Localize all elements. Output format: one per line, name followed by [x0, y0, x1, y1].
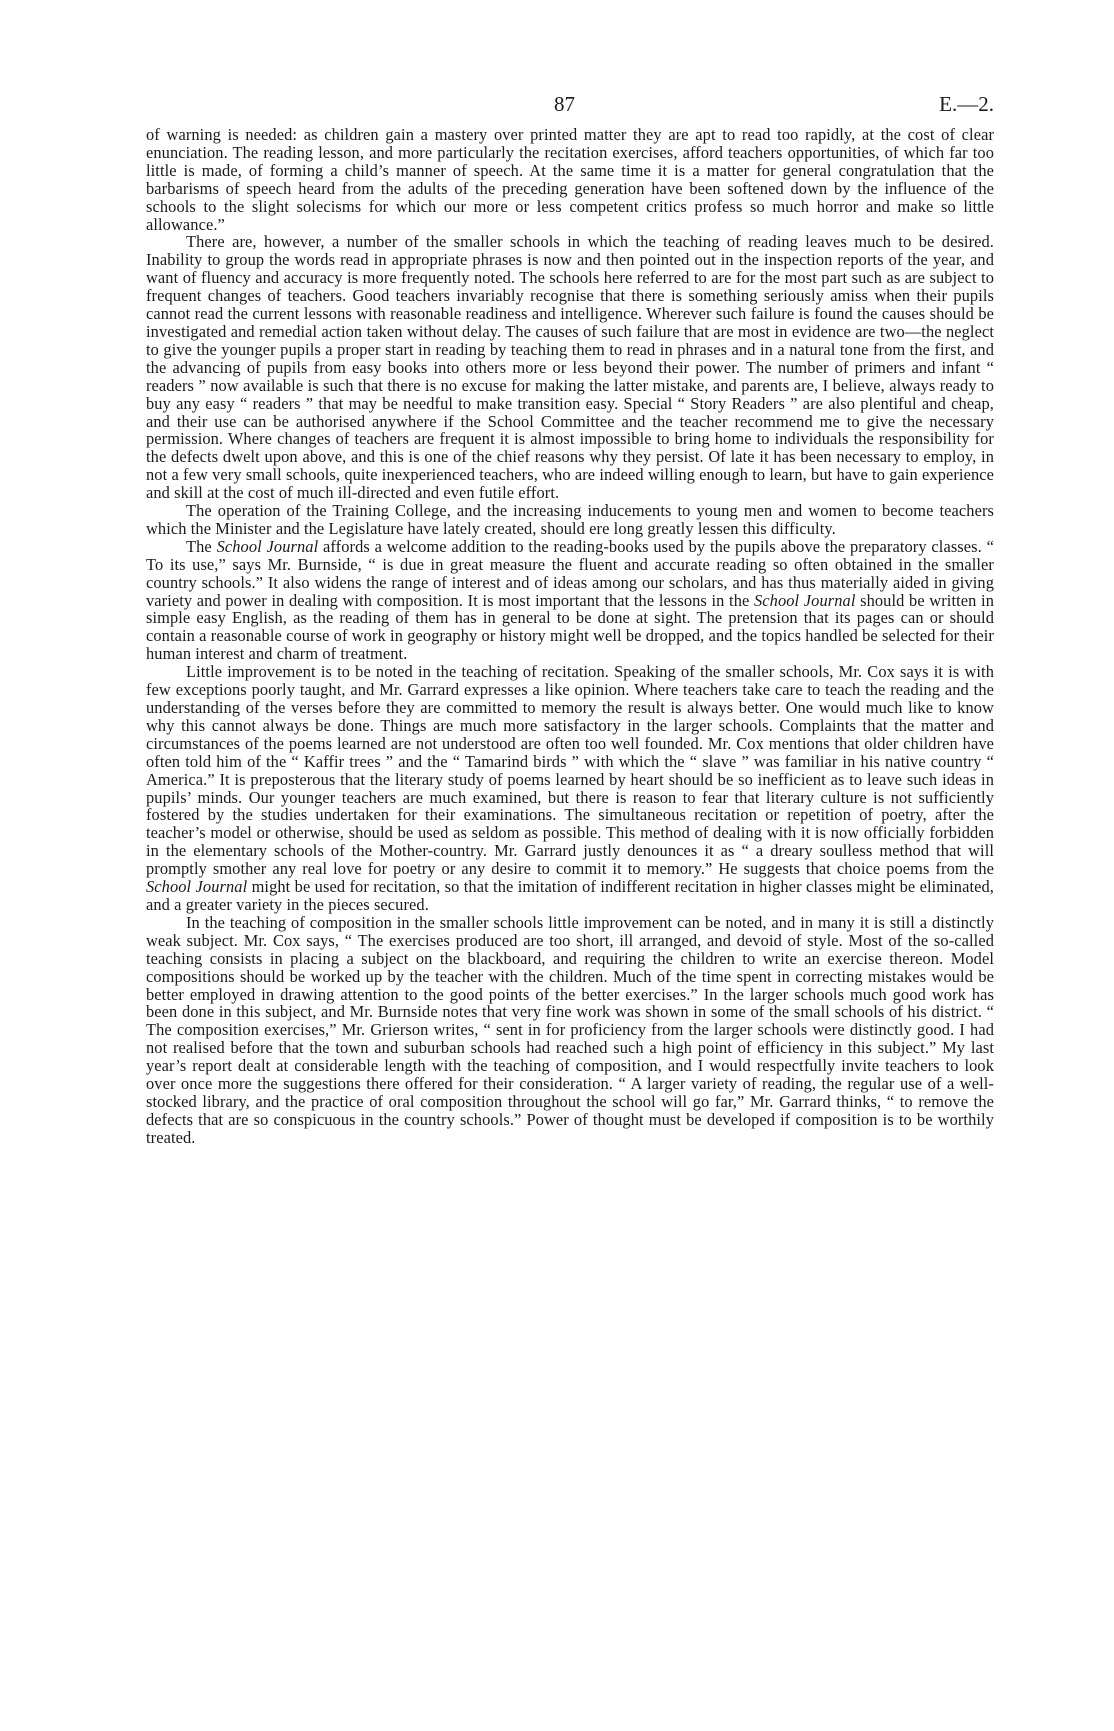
paragraph-text: The operation of the Training College, and the increasing inducements to young men and women to become teachers which the Minister and the Legislature have lately created, should ere long greatly lessen this difficulty.: [146, 501, 994, 538]
paragraph: [146, 538, 994, 663]
paragraph-text: There are, however, a number of the smaller schools in which the teaching of reading leaves much to be desired. Inability to group the words read in appropriate phrases is now and then pointed out in the inspection reports of the year, and want of fluency and accuracy is more frequently noted. The schools here referred to are for the most part such as are subject to frequent changes of teachers. Good teachers invariably recognise that there is something seriously amiss when their pupils cannot read the current lessons with reasonable readiness and intelligence. Wherever such failure is found the causes should be investigated and remedial action taken without delay. The causes of such failure that are most in evidence are two—the neglect to give the younger pupils a proper start in reading by teaching them to read in phrases and in a natural tone from the first, and the advancing of pupils from easy books into others more or less beyond their power. The number of primers and infant “ readers ” now available is such that there is no excuse for making the latter mistake, and parents are, I believe, always ready to buy any easy “ readers ” that may be needful to make transition easy. Special “ Story Readers ” are also plentiful and cheap, and their use can be authorised anywhere if the School Committee and the teacher recommend me to give the necessary permission. Where changes of teachers are frequent it is almost impossible to bring home to individuals the responsibility for the defects dwelt upon above, and this is one of the chief reasons why they persist. Of late it has been necessary to employ, in not a few very small schools, quite inexperienced teachers, who are indeed willing enough to learn, but have to gain experience and skill at the cost of much ill-directed and even futile effort.: [146, 232, 994, 503]
italic-title: School Journal: [753, 590, 856, 610]
paragraph-text: might be used for recitation, so that the imitation of indifferent recitation in higher classes might be eliminated, and a greater variety in the pieces secured.: [146, 877, 994, 914]
document-code: E.—2.: [939, 92, 994, 116]
paragraph-text: affords a welcome addition to the reading-books used by the pupils above the preparatory classes. “ To its use,” says Mr. Burnside, “ is due in great measure the fluent and accurate reading so often obtained in the smaller country schools.” It also widens the range of interest and of ideas among our scholars, and has thus materially aided in giving variety and power in dealing with composition. It is most important that the lessons in the: [146, 536, 994, 610]
paragraph-text: Little improvement is to be noted in the teaching of recitation. Speaking of the smaller schools, Mr. Cox says it is with few exceptions poorly taught, and Mr. Garrard expresses a like opinion. Where teachers take care to teach the reading and the understanding of the verses before they are committed to memory the result is always better. One would much like to know why this cannot always be done. Things are much more satisfactory in the larger schools. Complaints that the matter and circumstances of the poems learned are not understood are often too well founded. Mr. Cox mentions that older children have often told him of the “ Kaffir trees ” and the “ Tamarind birds ” with which the “ slave ” was familiar in his native country “ America.” It is preposterous that the literary study of poems learned by heart should be so inefficient as to leave such ideas in pupils’ minds. Our younger teachers are much examined, but there is reason to fear that literary culture is not sufficiently fostered by the studies undertaken for their examinations. The simultaneous recitation or repetition of poetry, after the teacher’s model or otherwise, should be used as seldom as possible. This method of dealing with it is now officially forbidden in the elementary schools of the Mother-country. Mr. Garrard justly denounces it as “ a dreary soulless method that will promptly smother any real love for poetry or any desire to commit it to memory.” He suggests that choice poems from the: [146, 662, 994, 879]
paragraph-text: should be written in simple easy English, as the reading of them has in general to be done at sight. The pretension that its pages can or should contain a reasonable course of work in geography or history might well be dropped, and the topics handled be selected for their human interest and charm of treatment.: [146, 590, 994, 664]
italic-title: School Journal: [146, 877, 248, 897]
paragraph: [146, 663, 994, 914]
paragraph: [146, 914, 994, 1147]
paragraph-text: of warning is needed: as children gain a mastery over printed matter they are apt to read too rapidly, at the cost of clear enunciation. The reading lesson, and more particularly the recitation exercises, afford teachers opportunities, of which far too little is made, of forming a child’s manner of speech. At the same time it is a matter for general congratulation that the barbarisms of speech heard from the adults of the preceding generation have been softened down by the influence of the schools to the slight solecisms for which our more or less competent critics profess so much horror and make so little allowance.”: [146, 125, 994, 234]
page-number: 87: [554, 92, 575, 116]
italic-title: School Journal: [216, 536, 319, 556]
page-header: [146, 92, 994, 126]
paragraph: [146, 502, 994, 538]
document-page: [146, 92, 994, 1147]
paragraph-text: In the teaching of composition in the smaller schools little improvement can be noted, and in many it is still a distinctly weak subject. Mr. Cox says, “ The exercises produced are too short, ill arranged, and devoid of style. Most of the so-called teaching consists in placing a subject on the blackboard, and requiring the children to write an exercise thereon. Model compositions should be worked up by the teacher with the children. Much of the time spent in correcting mistakes would be better employed in drawing attention to the good points of the better exercises.” In the larger schools much good work has been done in this subject, and Mr. Burnside notes that very fine work was shown in some of the small schools of his district. “ The composition exercises,” Mr. Grierson writes, “ sent in for proficiency from the larger schools were distinctly good. I had not realised before that the town and suburban schools had reached such a high point of efficiency in this subject.” My last year’s report dealt at considerable length with the teaching of composition, and I would respectfully invite teachers to look over once more the suggestions there offered for their consideration. “ A larger variety of reading, the regular use of a well-stocked library, and the practice of oral composition throughout the school will go far,” Mr. Garrard thinks, “ to remove the defects that are so conspicuous in the country schools.” Power of thought must be developed if composition is to be worthily treated.: [146, 912, 994, 1147]
paragraph: [146, 233, 994, 502]
paragraph-text: The: [186, 536, 217, 556]
paragraph: [146, 126, 994, 233]
body-text: [146, 126, 994, 1147]
